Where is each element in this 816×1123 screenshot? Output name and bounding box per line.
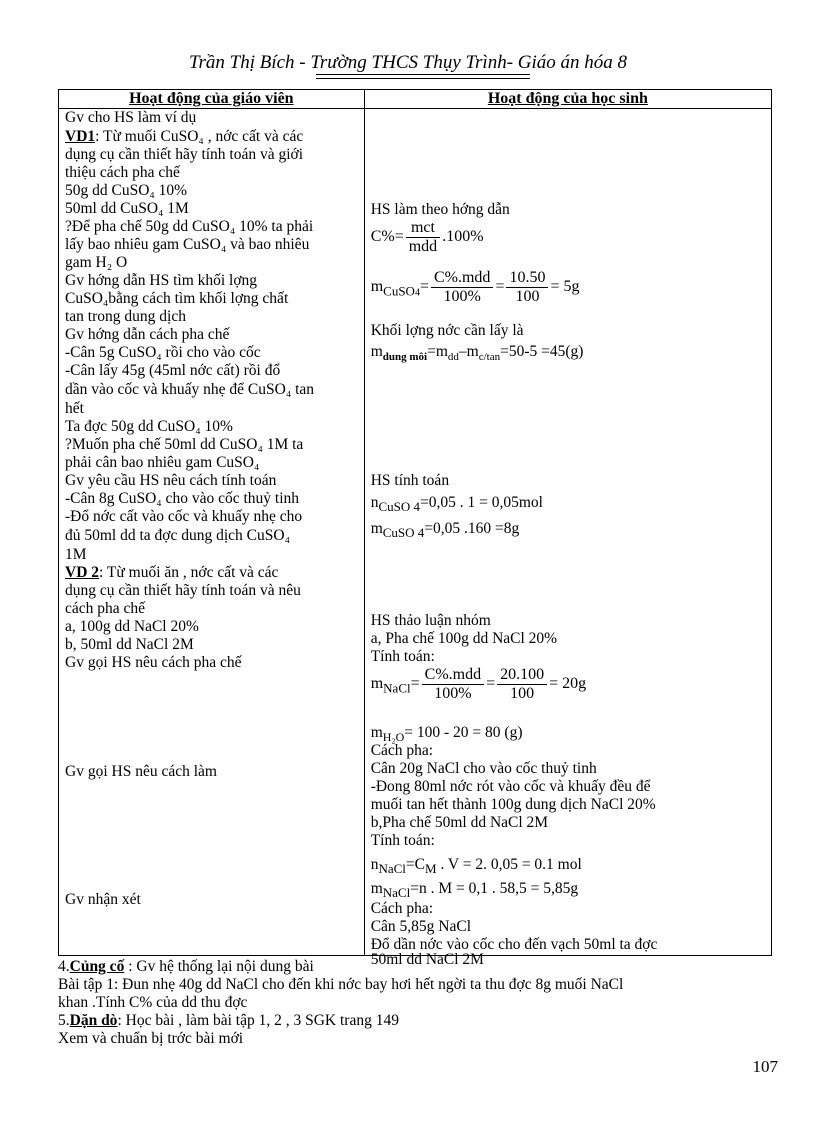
text-line: Cân 20g NaCl cho vào cốc thuỷ tinh [370,760,597,777]
mass-nacl-formula: $m_{NaCl}=$ $\frac{\text{C\%.mdd}}{100\%}$ = $\frac{20.100}{100}$ = 20g [370,666,587,702]
text-line: muối tan hết thành 100g dung dịch NaCl 20% [370,796,656,813]
text-line: lấy bao nhiêu gam CuSO₄ và bao nhiêu [65,236,310,253]
exercise-line: Bài tập 1: Đun nhẹ 40g dd NaCl cho đến khi nớc bay hơi hết ngời ta thu đợc 8g muối NaCl [58,976,624,993]
text-line: tan trong dung dịch [65,308,186,325]
text-line: 1M [65,546,87,563]
fraction: $\frac{\text{C\%.mdd}}{100\%}$ [431,269,493,306]
student-activities [364,109,771,968]
text-line: Ta đợc 50g dd CuSO₄ 10% [65,418,233,435]
text-line: ?Muốn pha chế 50ml dd CuSO₄ 1M ta [65,436,304,453]
moles-cuso4: $n_{CuSO 4}=0,05$ . 1 = 0,05mol [370,494,543,515]
text-line: Gv nhận xét [65,891,141,908]
text-line: HS thảo luận nhóm [370,612,491,629]
text-line: -Cân 5g CuSO₄ rồi cho vào cốc [65,344,261,361]
text-line: -Đong 80ml nớc rót vào cốc và khuấy đều để [370,778,651,795]
text-line: Tính toán: [370,832,435,849]
text-line: dụng cụ cần thiết hãy tính toán và giới [65,146,304,163]
exercise-line: khan .Tính C% của dd thu đợc [58,994,248,1011]
moles-nacl: $n_{NaCl}=C_M$ . V = 2. 0,05 = 0.1 mol [370,856,582,877]
text-line: a, Pha chế 100g dd NaCl 20% [370,630,558,647]
text-line: b, 50ml dd NaCl 2M [65,636,194,653]
text-line: Gv hớng dẫn HS tìm khối lợng [65,272,258,289]
text-line: Tính toán: [370,648,435,665]
text-line: HS tính toán [370,472,450,489]
fraction: $\frac{20.100}{100}$ [497,666,547,703]
text-line: 50ml dd CuSO₄ 1M [65,200,189,217]
teacher-column-header: Hoạt động của giáo viên [59,90,365,109]
text-line: -Cân 8g CuSO₄ cho vào cốc thuỷ tinh [65,490,299,507]
homework-heading: 5.Dặn dò: Học bài , làm bài tập 1, 2 , 3 SGK trang 149 [58,1012,399,1029]
text-line: gam H₂ O [65,254,128,271]
text-line: -Đổ nớc cất vào cốc và khuấy nhẹ cho [65,508,303,525]
text-line: 50g dd CuSO₄ 10% [65,182,188,199]
text-line: phải cân bao nhiêu gam CuSO₄ [65,454,260,471]
fraction: $\frac{10.50}{100}$ [506,269,548,306]
text-line: a, 100g dd NaCl 20% [65,618,199,635]
homework-line: Xem và chuẩn bị trớc bài mới [58,1030,244,1047]
fraction: $\frac{\text{C\%.mdd}}{100\%}$ [422,666,484,703]
solvent-mass-formula: $m_{dung môi}=m_{dd}-m_{c/tan}=50-5 =45(g)$ [370,343,584,364]
text-line: b,Pha chế 50ml dd NaCl 2M [370,814,549,831]
text-line: hết [65,400,84,417]
text-line: Gv yêu cầu HS nêu cách tính toán [65,472,277,489]
text-line: Cân 5,85g NaCl [370,918,472,935]
text-line: 50ml dd NaCl 2M [370,953,484,968]
text-line: Khối lợng nớc cần lấy là [370,322,524,339]
text-line: Cách pha: [370,900,434,917]
teacher-activities [59,109,365,956]
text-line: ?Để pha chế 50g dd CuSO₄ 10% ta phải [65,218,314,235]
text-line: thiệu cách pha chế [65,164,180,181]
mass-nacl: $m_{NaCl}=n$ . M = 0,1 . 58,5 = 5,85g [370,880,579,901]
concentration-formula: C%= $\frac{\text{mct}}{\text{mdd}}$ .100% [370,219,484,255]
text-line: CuSO₄bằng cách tìm khối lợng chất [65,290,289,307]
text-line: Gv cho HS làm ví dụ [65,109,197,126]
mass-cuso4: $m_{CuSO 4}=0,05$ .160 =8g [370,520,520,541]
text-line: đủ 50ml dd ta đợc dung dịch CuSO₄ [65,527,290,544]
text-line: dần vào cốc và khuấy nhẹ để CuSO₄ tan [65,381,315,398]
page-header: Trần Thị Bích - Trường THCS Thụy Trình- Giáo án hóa 8 [188,52,628,73]
text-line: cách pha chế [65,600,146,617]
header-rule [316,74,530,79]
consolidation-heading: 4.Củng cố : Gv hệ thống lại nội dung bài [58,958,314,975]
text-line: -Cân lấy 45g (45ml nớc cất) rồi đổ [65,362,281,379]
text-line: Gv gọi HS nêu cách pha chế [65,654,242,671]
page-number: 107 [752,1057,778,1076]
text-line: Gv hớng dẫn cách pha chế [65,326,230,343]
student-column-header: Hoạt động của học sinh [364,90,771,109]
text-line: Đổ dần nớc vào cốc cho đến vạch 50ml ta đợc [370,936,658,953]
mass-cuso4-formula: $m_{CuSO4}=$ $\frac{\text{C\%.mdd}}{100\%}$ = $\frac{10.50}{100}$ = 5g [370,269,580,305]
text-line: dụng cụ cần thiết hãy tính toán và nêu [65,582,301,599]
mass-water: $m_{H_2O}= 100 - 20 = 80$ (g) [370,724,523,745]
example-2-heading: VD 2: Từ muối ăn , nớc cất và các [65,564,279,581]
text-line: Cách pha: [370,742,434,759]
example-1-heading: VD1: Từ muối CuSO₄ , nớc cất và các [65,128,304,145]
fraction: $\frac{\text{mct}}{\text{mdd}}$ [406,219,440,256]
text-line: HS làm theo hớng dẫn [370,201,510,218]
text-line: Gv gọi HS nêu cách làm [65,763,217,780]
